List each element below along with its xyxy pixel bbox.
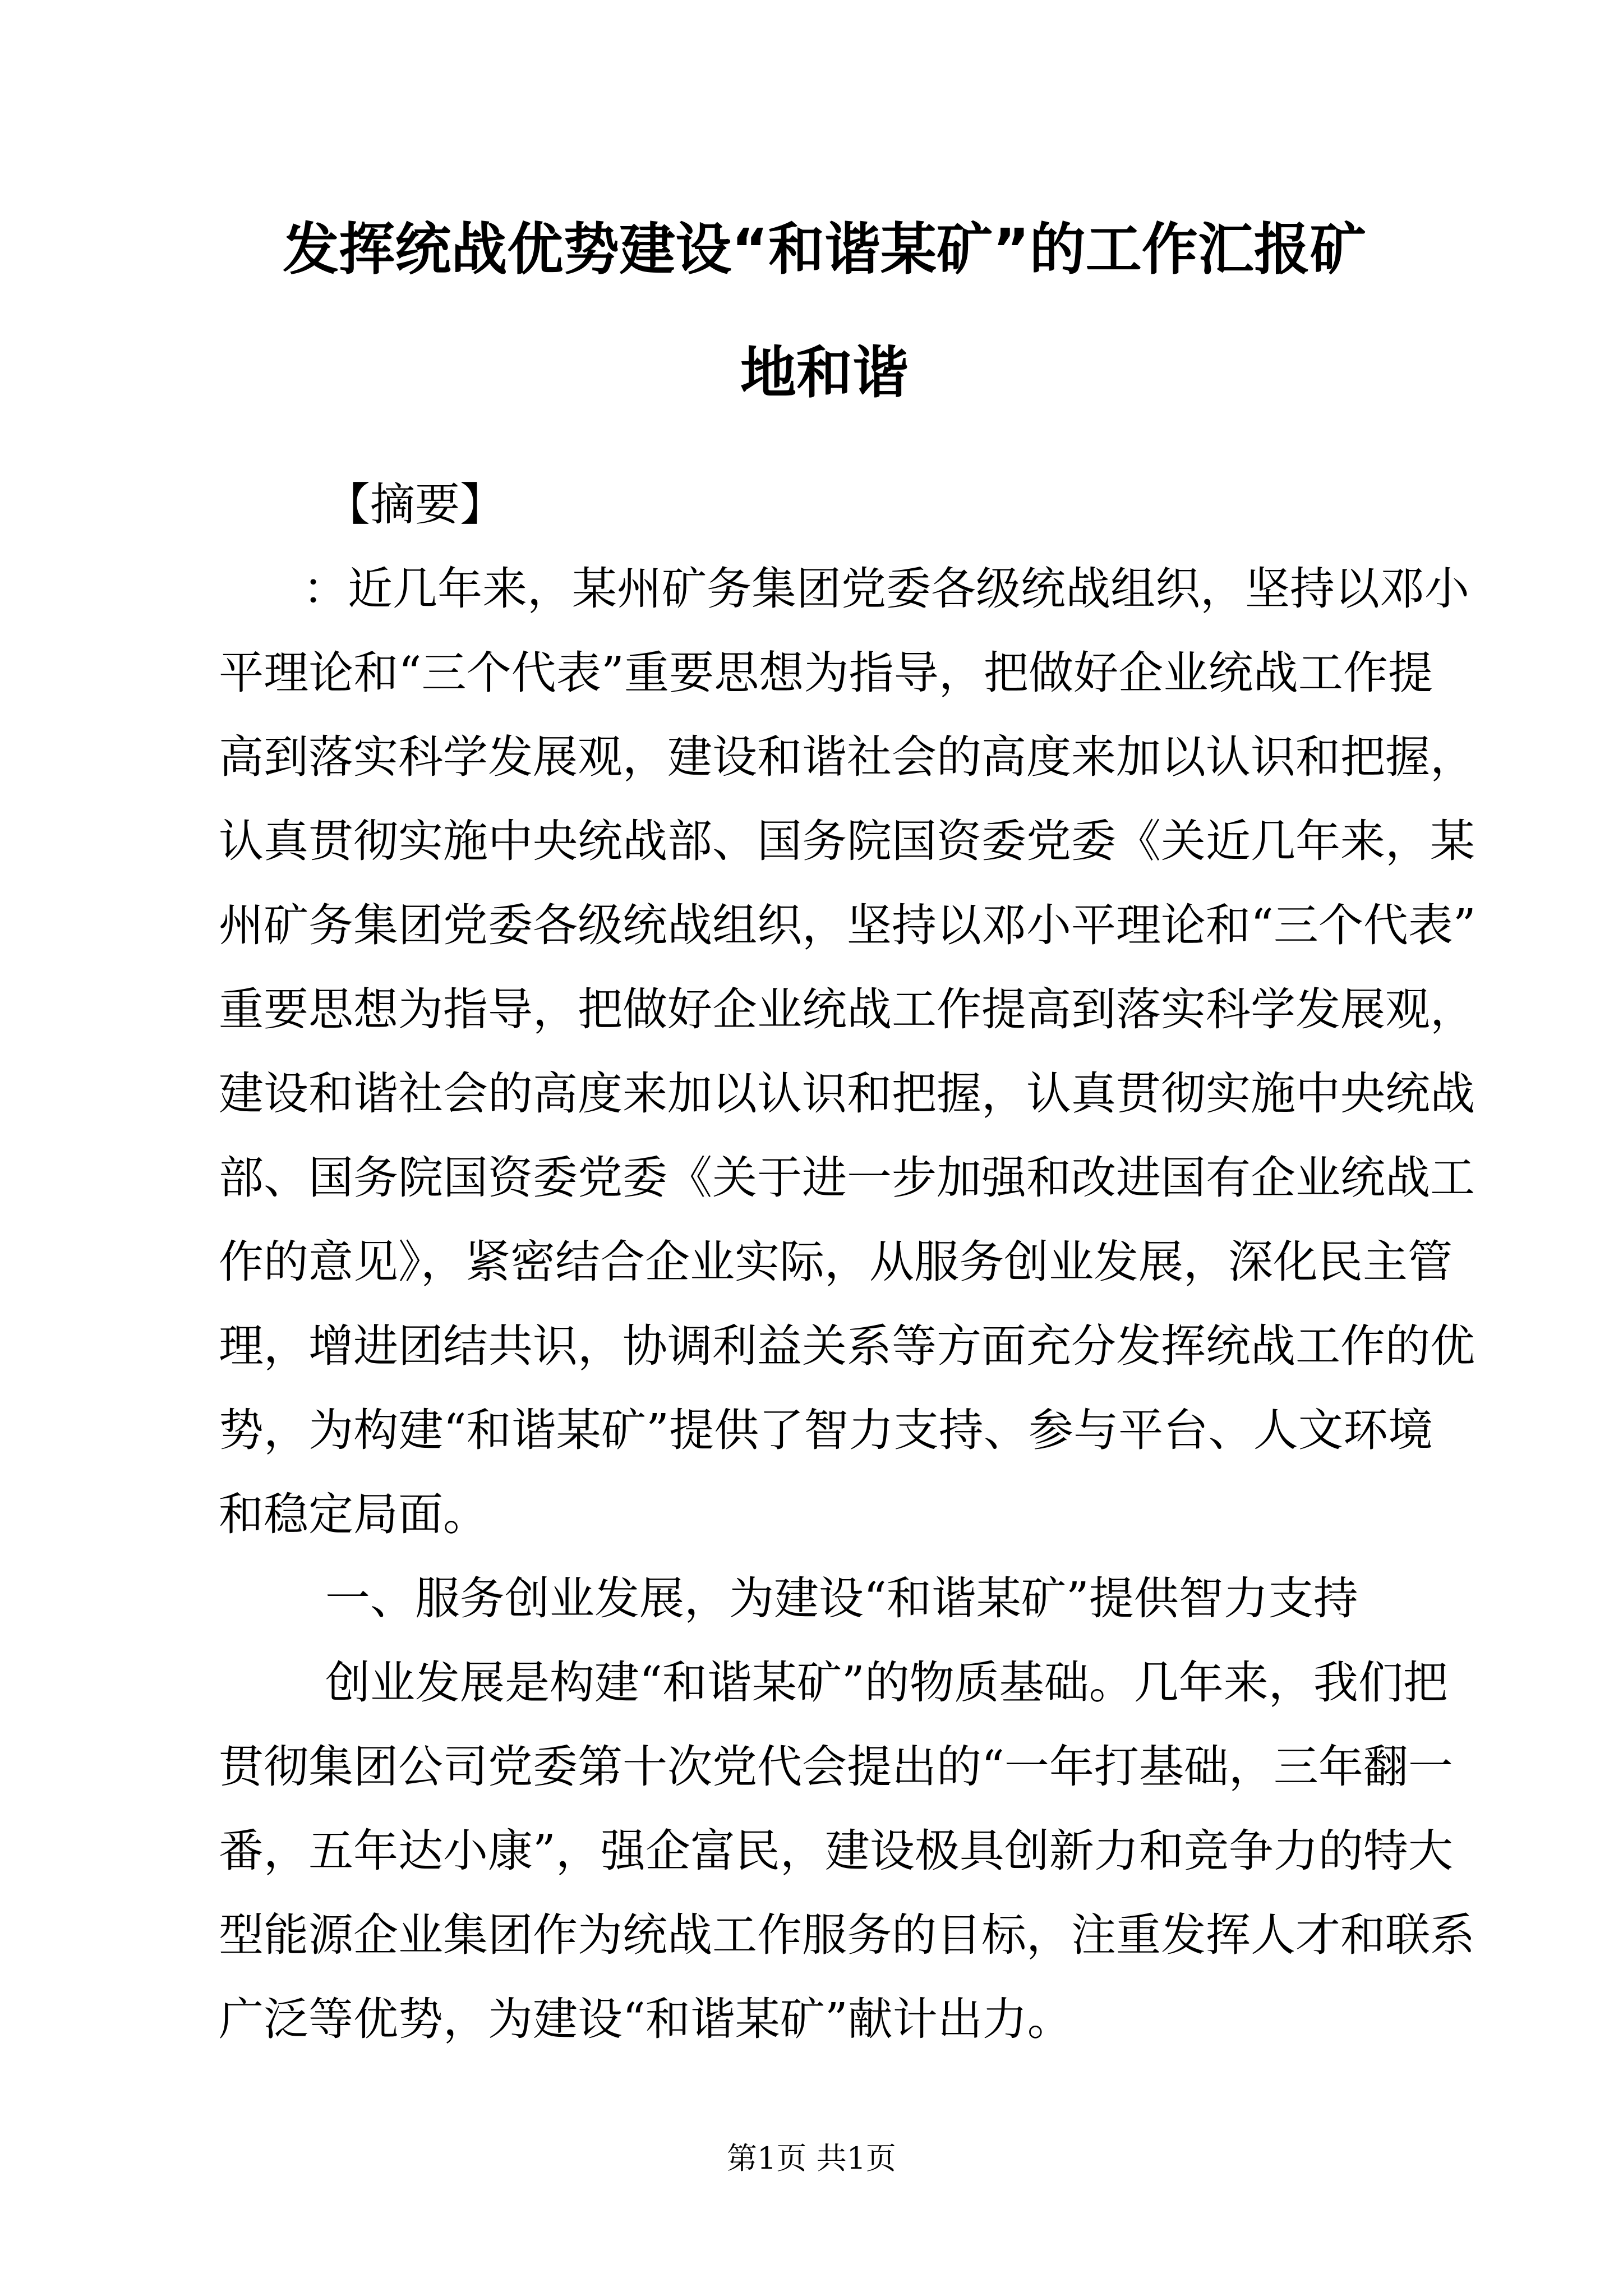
paragraph-line: 建设和谐社会的高度来加以认识和把握，认真贯彻实施中央统战: [219, 1068, 1475, 1120]
paragraph-line: 高到落实科学发展观，建设和谐社会的高度来加以认识和把握，: [219, 731, 1475, 783]
paragraph-line: 认真贯彻实施中央统战部、国务院国资委党委《关近几年来，某: [219, 815, 1475, 867]
paragraphs: [219, 547, 1476, 2062]
paragraph-line: ：近几年来，某州矿务集团党委各级统战组织，坚持以邓小: [303, 563, 1469, 615]
title-line-2: 地和谐: [740, 340, 909, 406]
document-body: [219, 463, 1476, 2062]
abstract-label: 【摘要】: [325, 478, 505, 531]
page-footer: 第1页 共1页: [727, 2141, 896, 2176]
paragraph-line: 广泛等优势，为建设“和谐某矿”献计出力。: [219, 1993, 1072, 2045]
paragraph-line: 番，五年达小康”，强企富民，建设极具创新力和竞争力的特大: [219, 1825, 1453, 1877]
paragraph-line: 作的意见》，紧密结合企业实际，从服务创业发展，深化民主管: [219, 1236, 1453, 1288]
paragraph: [219, 1641, 1475, 2062]
paragraph: [219, 1557, 1433, 1641]
paragraph-line: 理，增进团结共识，协调利益关系等方面充分发挥统战工作的优: [219, 1320, 1475, 1372]
paragraph-line: 势，为构建“和谐某矿”提供了智力支持、参与平台、人文环境: [219, 1404, 1433, 1456]
paragraph-line: 平理论和“三个代表”重要思想为指导，把做好企业统战工作提: [219, 647, 1433, 699]
document-title: [213, 188, 1436, 435]
title-line-1: 发挥统战优势建设“和谐某矿”的工作汇报矿: [283, 217, 1366, 282]
paragraph-line: 一、服务创业发展，为建设“和谐某矿”提供智力支持: [325, 1572, 1358, 1625]
paragraph-line: 州矿务集团党委各级统战组织，坚持以邓小平理论和“三个代表”: [219, 899, 1476, 951]
paragraph-line: 贯彻集团公司党委第十次党代会提出的“一年打基础，三年翻一: [219, 1741, 1453, 1793]
paragraph-line: 重要思想为指导，把做好企业统战工作提高到落实科学发展观，: [219, 983, 1475, 1036]
paragraph: [219, 547, 1476, 1557]
paragraph-line: 部、国务院国资委党委《关于进一步加强和改进国有企业统战工: [219, 1152, 1475, 1204]
paragraph-line: 型能源企业集团作为统战工作服务的目标，注重发挥人才和联系: [219, 1909, 1475, 1961]
paragraph-line: 创业发展是构建“和谐某矿”的物质基础。几年来，我们把: [325, 1657, 1448, 1709]
paragraph-line: 和稳定局面。: [219, 1488, 488, 1540]
